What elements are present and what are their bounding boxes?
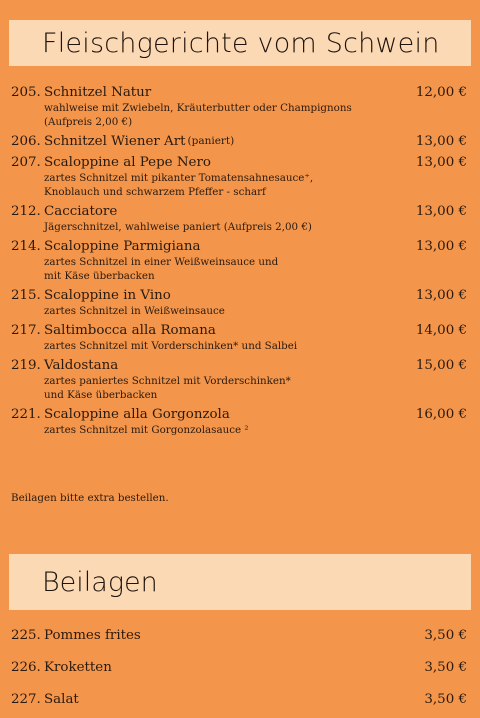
menu-list-sides xyxy=(11,627,467,708)
menu-item-title xyxy=(11,287,397,304)
menu-item-number: 214. xyxy=(11,239,41,254)
menu-item-name: Scaloppine alla Gorgonzola xyxy=(44,407,230,422)
menu-item-name: Valdostana xyxy=(44,358,119,373)
menu-item-description: zartes Schnitzel mit pikanter Tomatensahnesauce⁺, xyxy=(44,172,314,184)
menu-item xyxy=(11,238,467,283)
menu-item-title xyxy=(11,154,397,171)
menu-item-number: 205. xyxy=(11,85,41,100)
menu-item-number: 219. xyxy=(11,358,41,373)
section-header-sides xyxy=(9,554,471,610)
menu-item-description: Jägerschnitzel, wahlweise paniert (Aufpreis 2,00 €) xyxy=(44,221,312,233)
menu-item-title xyxy=(11,322,397,339)
menu-item-name: Pommes frites xyxy=(44,628,141,643)
menu-item-number: 226. xyxy=(11,660,41,675)
menu-item-price: 14,00 € xyxy=(415,323,467,338)
menu-item xyxy=(11,154,467,199)
menu-item-title xyxy=(11,627,397,644)
menu-item xyxy=(11,203,467,234)
menu-item-name: Schnitzel Wiener Art xyxy=(44,134,186,149)
menu-item-name: Schnitzel Natur xyxy=(44,85,152,100)
menu-item-price: 13,00 € xyxy=(415,134,467,149)
menu-item xyxy=(11,406,467,437)
menu-item-note: (paniert) xyxy=(187,135,235,147)
menu-list-pork xyxy=(11,84,467,437)
menu-item-number: 217. xyxy=(11,323,41,338)
menu-item-title xyxy=(11,691,397,708)
menu-item-title xyxy=(11,238,397,255)
menu-item-price: 13,00 € xyxy=(415,204,467,219)
menu-item xyxy=(11,322,467,353)
menu-item-price: 15,00 € xyxy=(415,358,467,373)
menu-item-description: mit Käse überbacken xyxy=(44,270,155,282)
menu-item xyxy=(11,691,467,708)
menu-item xyxy=(11,84,467,129)
section-title: Fleischgerichte vom Schwein xyxy=(42,27,440,59)
menu-item-price: 13,00 € xyxy=(415,288,467,303)
menu-item-number: 212. xyxy=(11,204,41,219)
menu-item-title xyxy=(11,357,397,374)
menu-item xyxy=(11,357,467,402)
menu-item-description: wahlweise mit Zwiebeln, Kräuterbutter oder Champignons xyxy=(44,102,352,114)
menu-item-number: 221. xyxy=(11,407,41,422)
menu-item-price: 3,50 € xyxy=(424,660,467,675)
menu-item-description: zartes Schnitzel mit Gorgonzolasauce ² xyxy=(44,424,249,436)
section-title: Beilagen xyxy=(42,566,158,598)
menu-item-name: Scaloppine Parmigiana xyxy=(44,239,201,254)
menu-item-number: 206. xyxy=(11,134,41,149)
menu-item-number: 207. xyxy=(11,155,41,170)
menu-item-title xyxy=(11,84,397,101)
menu-item-name: Scaloppine in Vino xyxy=(44,288,171,303)
menu-item xyxy=(11,627,467,644)
menu-item-description: zartes Schnitzel mit Vorderschinken* und Salbei xyxy=(44,340,298,352)
menu-item-title xyxy=(11,659,397,676)
menu-item-price: 13,00 € xyxy=(415,239,467,254)
menu-item-description: Knoblauch und schwarzem Pfeffer - scharf xyxy=(44,186,266,198)
section-header-pork xyxy=(9,20,471,66)
menu-item-description: und Käse überbacken xyxy=(44,389,158,401)
menu-item-price: 3,50 € xyxy=(424,692,467,707)
menu-item xyxy=(11,133,467,150)
menu-item xyxy=(11,659,467,676)
menu-item-number: 227. xyxy=(11,692,41,707)
menu-item-name: Salat xyxy=(44,692,79,707)
menu-item-price: 13,00 € xyxy=(415,155,467,170)
menu-item-title xyxy=(11,406,397,423)
menu-item-name: Scaloppine al Pepe Nero xyxy=(44,155,211,170)
menu-item-number: 215. xyxy=(11,288,41,303)
menu-item-title xyxy=(11,203,397,220)
menu-item-title xyxy=(11,133,397,150)
menu-item-name: Kroketten xyxy=(44,660,112,675)
menu-item-description: zartes paniertes Schnitzel mit Vorderschinken* xyxy=(44,375,291,387)
menu-item-number: 225. xyxy=(11,628,41,643)
menu-item-description: zartes Schnitzel in einer Weißweinsauce und xyxy=(44,256,279,268)
menu-item-name: Cacciatore xyxy=(44,204,118,219)
menu-item-price: 3,50 € xyxy=(424,628,467,643)
menu-item-description: zartes Schnitzel in Weißweinsauce xyxy=(44,305,225,317)
menu-item xyxy=(11,287,467,318)
menu-item-name: Saltimbocca alla Romana xyxy=(44,323,216,338)
menu-item-price: 12,00 € xyxy=(415,85,467,100)
menu-item-description: (Aufpreis 2,00 €) xyxy=(44,116,133,128)
menu-item-price: 16,00 € xyxy=(415,407,467,422)
footnote: Beilagen bitte extra bestellen. xyxy=(11,492,169,504)
